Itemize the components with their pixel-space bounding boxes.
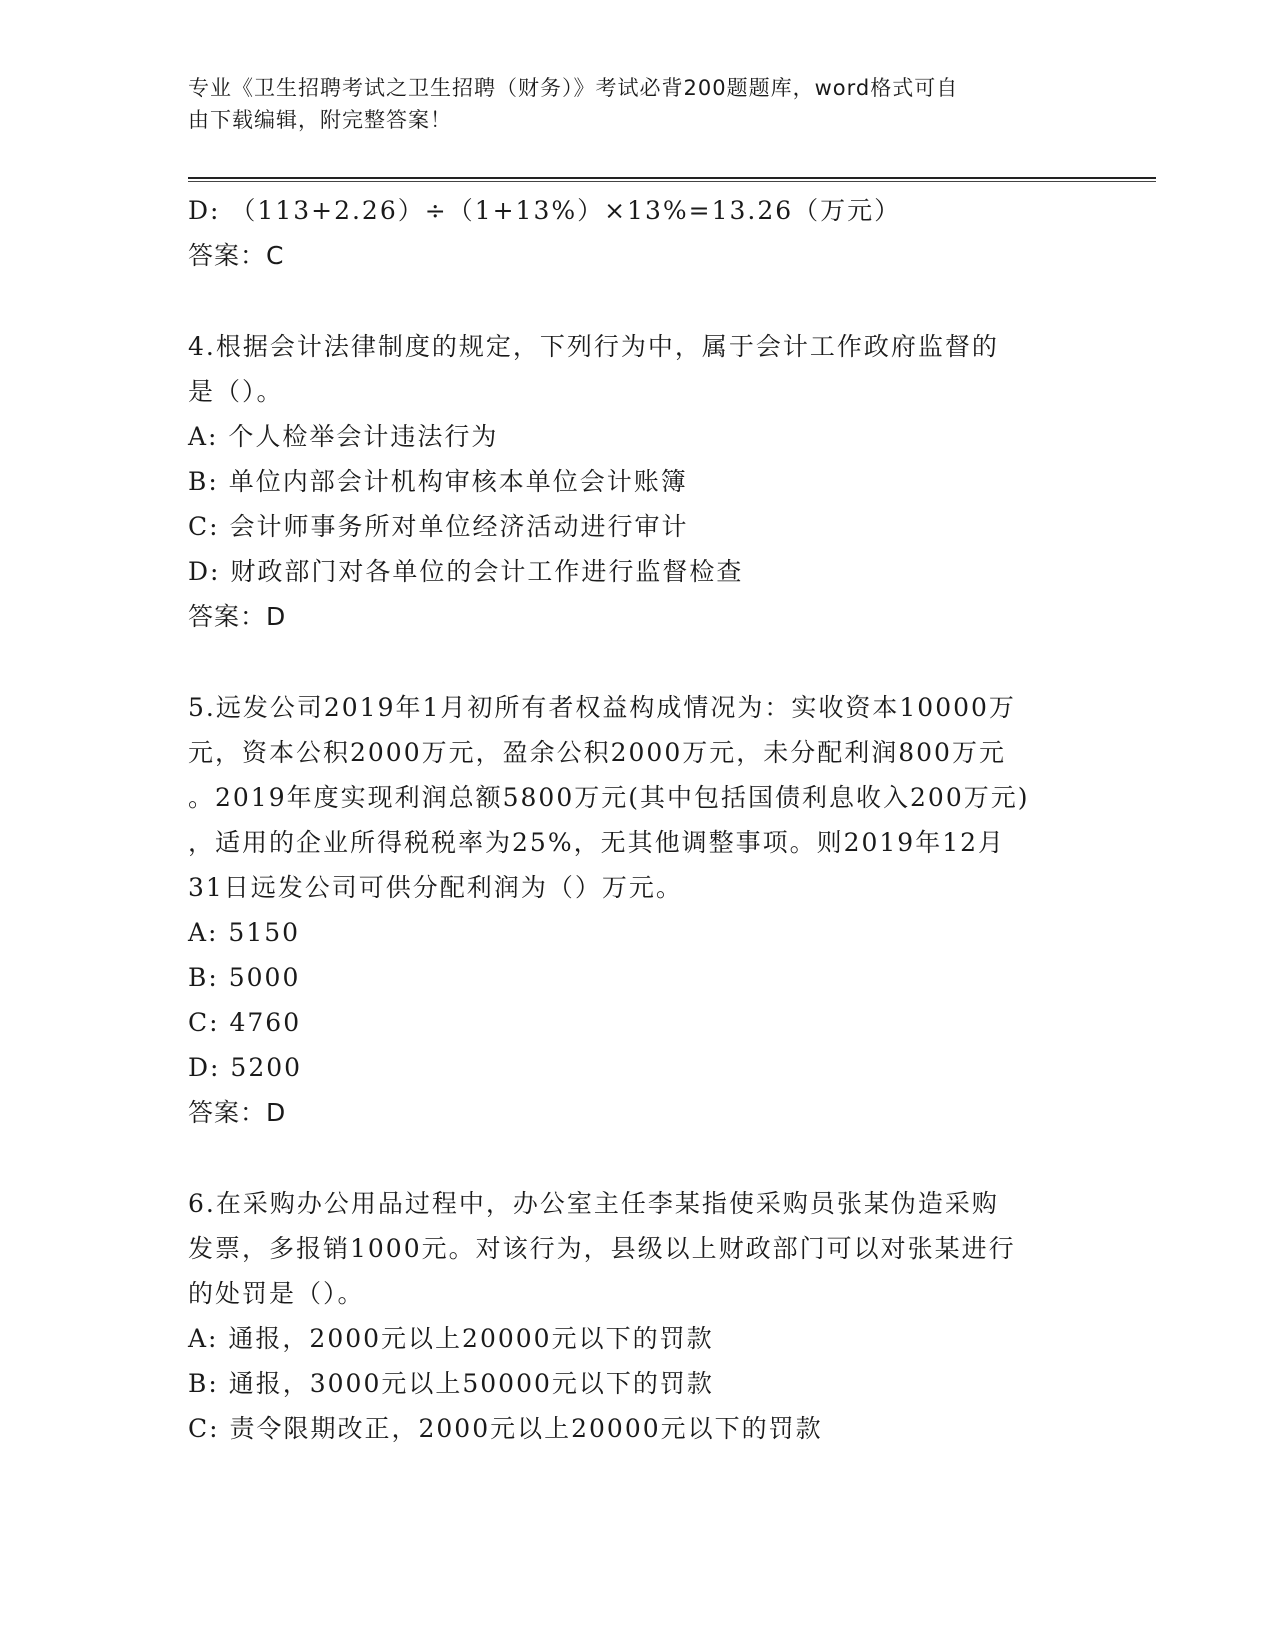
q5-option-b: B: 5000	[188, 963, 301, 992]
q6-stem-line-1: 6.在采购办公用品过程中，办公室主任李某指使采购员张某伪造采购	[188, 1189, 999, 1218]
question-6	[188, 1181, 1088, 1451]
q4-option-d: D: 财政部门对各单位的会计工作进行监督检查	[188, 557, 744, 586]
header-divider-thin	[188, 181, 1156, 182]
q5-stem-line-3: 。2019年度实现利润总额5800万元(其中包括国债利息收入200万元)	[188, 783, 1030, 812]
q6-option-a: A: 通报，2000元以上20000元以下的罚款	[188, 1324, 714, 1353]
q5-option-d: D: 5200	[188, 1053, 303, 1082]
q6-stem-line-3: 的处罚是（）。	[188, 1279, 365, 1308]
spacer	[188, 1135, 1088, 1181]
question-3-tail	[188, 188, 1088, 278]
q6-option-b: B: 通报，3000元以上50000元以下的罚款	[188, 1369, 714, 1398]
q4-option-c: C: 会计师事务所对单位经济活动进行审计	[188, 512, 689, 541]
q6-stem-line-2: 发票，多报销1000元。对该行为，县级以上财政部门可以对张某进行	[188, 1234, 1016, 1263]
spacer	[188, 639, 1088, 685]
q4-answer: 答案：D	[188, 602, 287, 631]
q3-answer: 答案：C	[188, 241, 285, 270]
q5-stem-line-2: 元，资本公积2000万元，盈余公积2000万元，未分配利润800万元	[188, 738, 1006, 767]
q5-answer: 答案：D	[188, 1098, 287, 1127]
q6-option-c: C: 责令限期改正，2000元以上20000元以下的罚款	[188, 1414, 823, 1443]
document-header	[188, 72, 1068, 136]
q5-stem-line-1: 5.远发公司2019年1月初所有者权益构成情况为：实收资本10000万	[188, 693, 1016, 722]
q5-option-c: C: 4760	[188, 1008, 302, 1037]
question-5	[188, 685, 1088, 1135]
q4-stem-line-2: 是（）。	[188, 377, 284, 406]
spacer	[188, 278, 1088, 324]
question-4	[188, 324, 1088, 639]
document-body	[188, 188, 1088, 1451]
q5-stem-line-4: ，适用的企业所得税税率为25%，无其他调整事项。则2019年12月	[188, 828, 1006, 857]
header-divider-thick	[188, 177, 1156, 179]
header-line-1: 专业《卫生招聘考试之卫生招聘（财务）》考试必背200题题库，word格式可自	[188, 76, 959, 100]
q4-stem-line-1: 4.根据会计法律制度的规定，下列行为中，属于会计工作政府监督的	[188, 332, 999, 361]
header-line-2: 由下载编辑，附完整答案！	[188, 108, 452, 132]
q4-option-a: A: 个人检举会计违法行为	[188, 422, 499, 451]
q5-option-a: A: 5150	[188, 918, 301, 947]
q4-option-b: B: 单位内部会计机构审核本单位会计账簿	[188, 467, 688, 496]
q3-option-d: D: （113+2.26）÷（1+13%）×13%=13.26（万元）	[188, 196, 902, 225]
q5-stem-line-5: 31日远发公司可供分配利润为（）万元。	[188, 873, 683, 902]
